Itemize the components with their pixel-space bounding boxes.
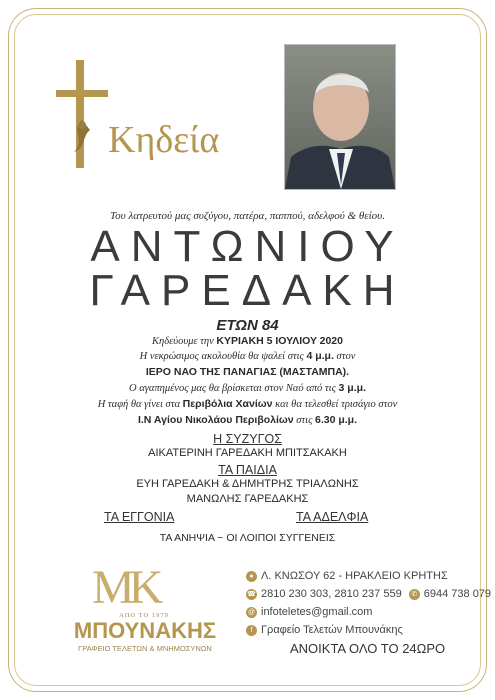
grandchildren-heading: ΤΑ ΕΓΓΟΝΙΑ [104,510,175,524]
intro-text: Του λατρευτού μας συζύγου, πατέρα, παππού, αδελφού & θείου. [110,210,385,222]
deceased-first-name: ΑΝΤΩΝΙΟΥ [90,222,405,271]
location-icon: ● [246,571,257,582]
arrival-line: Ο αγαπημένος μας θα βρίσκεται στον Ναό από τις 3 μ.μ. [129,382,366,394]
facebook-icon: f [246,625,257,636]
logo-established: ΑΠΟ ΤΟ 1979 [119,612,169,619]
burial-line: Η ταφή θα γίνει στα Περιβόλια Χανίων και θα τελεσθεί τρισάγιο στον [97,398,398,410]
logo-mark: MK [92,561,158,614]
logo-subtitle: ΓΡΑΦΕΙΟ ΤΕΛΕΤΩΝ & ΜΝΗΜΟΣΥΝΩΝ [78,644,212,653]
children-names-1: ΕΥΗ ΓΑΡΕΔΑΚΗ & ΔΗΜΗΤΡΗΣ ΤΡΙΑΛΩΝΗΣ [136,478,359,490]
other-relatives: ΤΑ ΑΝΗΨΙΑ ~ ΟΙ ΛΟΙΠΟΙ ΣΥΓΓΕΝΕΙΣ [159,532,336,544]
email-icon: @ [247,608,256,616]
contact-phones: ☎ 2810 230 303, 2810 237 559 ✆ 6944 738 079 [247,588,492,600]
spouse-heading: Η ΣΥΖΥΓΟΣ [213,432,282,446]
cross-icon [52,60,112,170]
contact-facebook: f Γραφείο Τελετών Μπουνάκης [246,624,403,636]
siblings-heading: ΤΑ ΑΔΕΛΦΙΑ [296,510,369,524]
trisagion-line: Ι.Ν Αγίου Νικολάου Περιβολίων στις 6.30 μ.μ. [137,414,358,426]
phone-icon: ☎ [247,590,256,598]
spouse-name: ΑΙΚΑΤΕΡΙΝΗ ΓΑΡΕΔΑΚΗ ΜΠΙΤΣΑΚΑΚΗ [148,447,347,459]
children-names-2: ΜΑΝΩΛΗΣ ΓΑΡΕΔΑΚΗΣ [186,493,309,505]
funeral-date-line: Κηδεύουμε την ΚΥΡΙΑΚΗ 5 ΙΟΥΛΙΟΥ 2020 [152,335,343,347]
church-line: ΙΕΡΟ ΝΑΟ ΤΗΣ ΠΑΝΑΓΙΑΣ (ΜΑΣΤΑΜΠΑ). [145,366,350,378]
page-title: Κηδεία [108,119,220,161]
children-heading: ΤΑ ΠΑΙΔΙΑ [218,463,277,477]
logo-name: ΜΠΟΥΝΑΚΗΣ [73,618,217,643]
portrait-photo [284,44,396,190]
deceased-age: ΕΤΩΝ 84 [216,317,279,334]
service-time-line: Η νεκρώσιμος ακολουθία θα ψαλεί στις 4 μ.μ. στον [139,350,356,362]
contact-email: @ infoteletes@gmail.com [247,606,373,618]
deceased-last-name: ΓΑΡΕΔΑΚΗ [89,266,406,315]
mobile-icon: ✆ [409,589,420,600]
contact-address: ● Λ. ΚΝΩΣΟΥ 62 - ΗΡΑΚΛΕΙΟ ΚΡΗΤΗΣ [246,570,448,582]
open-hours: ΑΝΟΙΚΤΑ ΟΛΟ ΤΟ 24ΩΡΟ [290,641,446,656]
